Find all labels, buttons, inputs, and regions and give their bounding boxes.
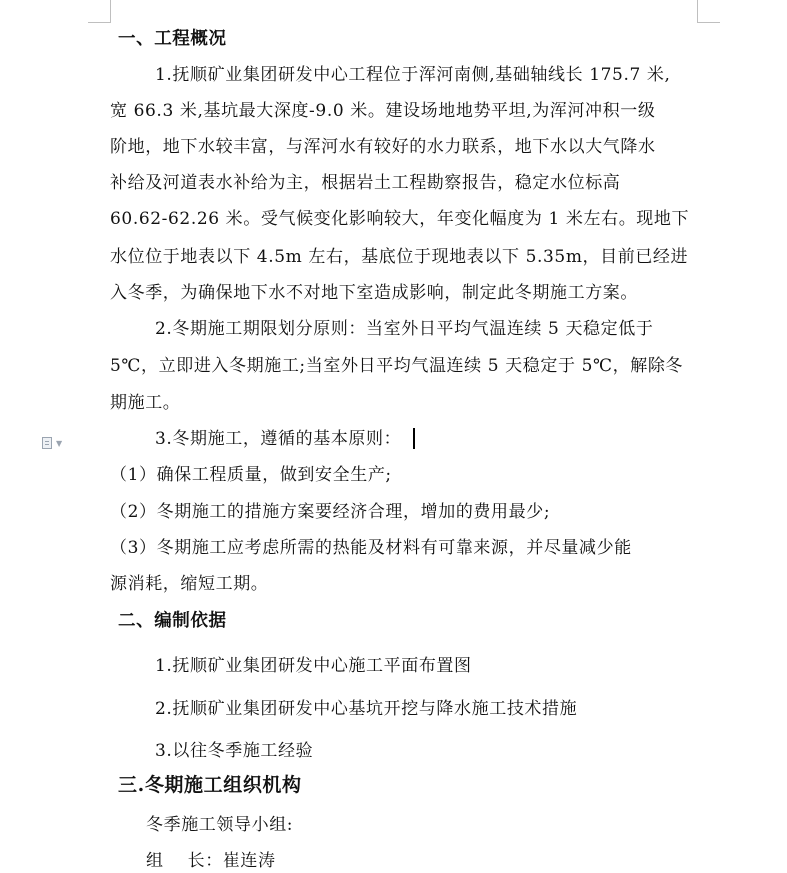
section-heading-organization: 三.冬期施工组织机构 (118, 774, 302, 796)
paragraph-layout-icon[interactable] (42, 436, 72, 450)
paragraph-line: 3.冬期施工，遵循的基本原则： (155, 429, 402, 449)
list-item: 2.抚顺矿业集团研发中心基坑开挖与降水施工技术措施 (155, 699, 578, 719)
paragraph-line: 入冬季，为确保地下水不对地下室造成影响，制定此冬期施工方案。 (110, 283, 638, 303)
list-item: 1.抚顺矿业集团研发中心施工平面布置图 (155, 656, 472, 676)
paragraph-line: 阶地，地下水较丰富，与浑河水有较好的水力联系，地下水以大气降水 (110, 137, 656, 157)
list-item: （1）确保工程质量，做到安全生产; (110, 465, 392, 485)
paragraph-line: 1.抚顺矿业集团研发中心工程位于浑河南侧,基础轴线长 175.7 米, (155, 65, 671, 85)
section-heading-basis: 二、编制依据 (118, 611, 227, 631)
text-cursor (413, 428, 415, 449)
paragraph-line: 水位位于地表以下 4.5m 左右，基底位于现地表以下 5.35m，目前已经进 (110, 247, 689, 267)
list-item: 3.以往冬季施工经验 (155, 741, 314, 761)
page-corner-mark-right (697, 0, 720, 23)
page-corner-mark-left (88, 0, 111, 23)
list-item: （3）冬期施工应考虑所需的热能及材料有可靠来源，并尽量减少能 (110, 538, 632, 558)
section-heading-overview: 一、工程概况 (118, 29, 227, 49)
paragraph-line: 期施工。 (110, 393, 181, 413)
list-item: 源消耗，缩短工期。 (110, 574, 269, 594)
paragraph-line: 60.62-62.26 米。受气候变化影响较大，年变化幅度为 1 米左右。现地下 (110, 209, 690, 229)
paragraph-line: 冬季施工领导小组: (146, 815, 294, 835)
chevron-down-icon: ▼ (56, 438, 63, 448)
paragraph-line: 宽 66.3 米,基坑最大深度-9.0 米。建设场地地势平坦,为浑河冲积一级 (110, 101, 656, 121)
paragraph-line: 组 长：崔连涛 (146, 851, 276, 871)
paragraph-line: 2.冬期施工期限划分原则：当室外日平均气温连续 5 天稳定低于 (155, 319, 654, 339)
paragraph-line: 补给及河道表水补给为主，根据岩土工程勘察报告，稳定水位标高 (110, 173, 621, 193)
document-icon (42, 437, 52, 449)
list-item: （2）冬期施工的措施方案要经济合理，增加的费用最少; (110, 502, 551, 522)
paragraph-line: 5℃，立即进入冬期施工;当室外日平均气温连续 5 天稳定于 5℃，解除冬 (110, 356, 684, 376)
